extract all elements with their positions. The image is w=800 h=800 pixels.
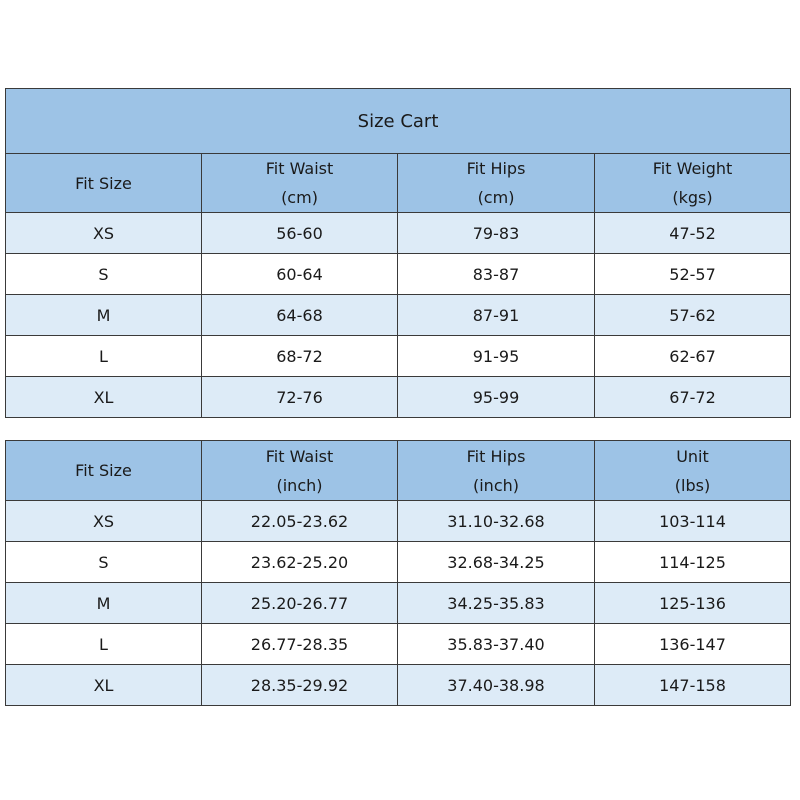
weight-cell: 103-114: [595, 501, 791, 542]
header-row: [6, 154, 791, 213]
waist-cell: 23.62-25.20: [202, 542, 398, 583]
header-unit: (cm): [477, 188, 515, 207]
waist-cell: 56-60: [202, 213, 398, 254]
waist-cell: 25.20-26.77: [202, 583, 398, 624]
weight-cell: 67-72: [595, 377, 791, 418]
table-row: [6, 254, 791, 295]
hips-cell: 37.40-38.98: [398, 665, 595, 706]
hips-cell: 31.10-32.68: [398, 501, 595, 542]
weight-cell: 47-52: [595, 213, 791, 254]
size-cell: M: [6, 295, 202, 336]
table-row: [6, 583, 791, 624]
table-row: [6, 665, 791, 706]
hips-cell: 91-95: [398, 336, 595, 377]
table-row: [6, 336, 791, 377]
weight-cell: 114-125: [595, 542, 791, 583]
header-label: Fit Hips: [466, 159, 526, 178]
size-cell: XS: [6, 213, 202, 254]
size-cell: S: [6, 542, 202, 583]
weight-cell: 52-57: [595, 254, 791, 295]
size-cell: XL: [6, 377, 202, 418]
size-chart-cm-table: [5, 88, 791, 418]
header-fit-waist: [202, 154, 398, 213]
table-row: [6, 377, 791, 418]
weight-cell: 57-62: [595, 295, 791, 336]
weight-cell: 147-158: [595, 665, 791, 706]
table-title: Size Cart: [6, 89, 791, 154]
table-row: [6, 542, 791, 583]
hips-cell: 87-91: [398, 295, 595, 336]
hips-cell: 79-83: [398, 213, 595, 254]
size-chart-inch-table: [5, 440, 791, 706]
waist-cell: 64-68: [202, 295, 398, 336]
size-cell: L: [6, 336, 202, 377]
header-fit-size: Fit Size: [6, 154, 202, 213]
weight-cell: 136-147: [595, 624, 791, 665]
size-cell: L: [6, 624, 202, 665]
size-cell: XS: [6, 501, 202, 542]
table-row: [6, 624, 791, 665]
header-unit: (inch): [276, 475, 323, 495]
header-unit-lbs: [595, 441, 791, 501]
header-label: Fit Hips: [466, 446, 526, 466]
weight-cell: 125-136: [595, 583, 791, 624]
table-row: [6, 295, 791, 336]
waist-cell: 68-72: [202, 336, 398, 377]
size-cell: M: [6, 583, 202, 624]
header-fit-weight: [595, 154, 791, 213]
hips-cell: 95-99: [398, 377, 595, 418]
header-unit: (cm): [281, 188, 318, 207]
header-label: Fit Waist: [265, 159, 334, 178]
header-fit-size: Fit Size: [6, 441, 202, 501]
hips-cell: 34.25-35.83: [398, 583, 595, 624]
table-title-row: [6, 89, 791, 154]
header-unit: (lbs): [674, 475, 711, 495]
table-row: [6, 501, 791, 542]
header-label: Unit: [676, 446, 709, 466]
hips-cell: 35.83-37.40: [398, 624, 595, 665]
table-row: [6, 213, 791, 254]
hips-cell: 83-87: [398, 254, 595, 295]
waist-cell: 72-76: [202, 377, 398, 418]
header-fit-hips: [398, 154, 595, 213]
header-row: [6, 441, 791, 501]
header-label: Fit Waist: [265, 446, 334, 466]
waist-cell: 28.35-29.92: [202, 665, 398, 706]
header-label: Fit Weight: [652, 159, 733, 178]
header-fit-waist: [202, 441, 398, 501]
weight-cell: 62-67: [595, 336, 791, 377]
waist-cell: 22.05-23.62: [202, 501, 398, 542]
header-unit: (kgs): [672, 188, 713, 207]
hips-cell: 32.68-34.25: [398, 542, 595, 583]
waist-cell: 26.77-28.35: [202, 624, 398, 665]
waist-cell: 60-64: [202, 254, 398, 295]
size-cell: XL: [6, 665, 202, 706]
size-cell: S: [6, 254, 202, 295]
header-unit: (inch): [472, 475, 519, 495]
header-fit-hips: [398, 441, 595, 501]
